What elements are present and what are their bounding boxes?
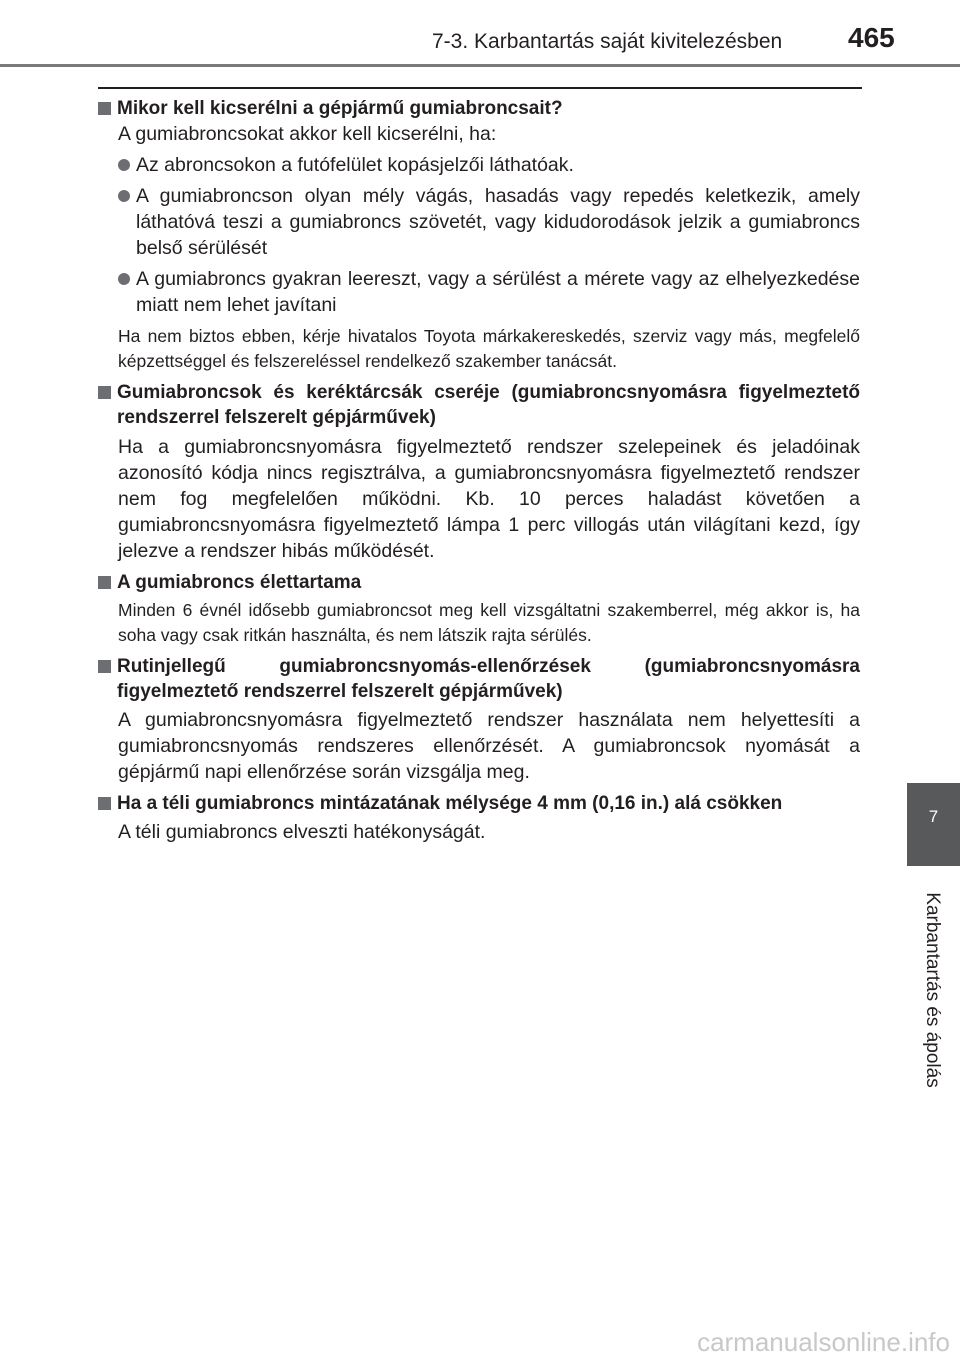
note-paragraph: Ha nem biztos ebben, kérje hivatalos Toyota márkakereskedés, szerviz vagy más, megfelelő képzettséggel és felszereléssel rendelkező szakember tanácsát.: [118, 326, 860, 371]
paragraph: A gumiabroncsnyomásra figyelmeztető rendszer használata nem helyettesíti a gumiabroncsnyomás rendszeres ellenőrzését. A gumiabroncsok nyomását a gépjármű napi ellenőrzése során vizsgálja meg.: [118, 709, 860, 783]
list-item: A gumiabroncson olyan mély vágás, hasadás vagy repedés keletkezik, amely láthatóvá teszi a gumiabroncs szövetét, vagy kidudorodások jelzik a gumiabroncs belső sérülését: [118, 183, 860, 261]
square-bullet-icon: [98, 797, 111, 810]
paragraph: A gumiabroncsokat akkor kell kicserélni, ha:: [118, 123, 497, 145]
square-bullet-icon: [98, 576, 111, 589]
section-heading: A gumiabroncs élettartama: [98, 570, 860, 595]
watermark: carmanualsonline.info: [697, 1327, 950, 1357]
content-divider: [98, 87, 862, 89]
paragraph: Minden 6 évnél idősebb gumiabroncsot meg kell vizsgáltatni szakemberrel, még akkor is, ha soha vagy csak ritkán használta, és nem látszik rajta sérülés.: [118, 600, 860, 645]
section-heading: Ha a téli gumiabroncs mintázatának mélysége 4 mm (0,16 in.) alá csökken: [98, 791, 860, 816]
circle-bullet-icon: [118, 190, 130, 202]
section-heading: Rutinjellegű gumiabroncsnyomás-ellenőrzések (gumiabroncsnyomásra figyelmeztető rendszerrel felszerelt gépjárművek): [98, 654, 860, 704]
circle-bullet-icon: [118, 159, 130, 171]
circle-bullet-icon: [118, 273, 130, 285]
section-tire-life: [98, 570, 860, 648]
page-number: 465: [848, 22, 895, 53]
square-bullet-icon: [98, 386, 111, 399]
chapter-tab: [907, 783, 960, 866]
section-routine-checks: [98, 654, 860, 785]
section-tire-replacement: [98, 96, 860, 374]
section-heading: Gumiabroncsok és keréktárcsák cseréje (gumiabroncsnyomásra figyelmeztető rendszerrel felszerelt gépjárművek): [98, 380, 860, 430]
page-content: [98, 96, 860, 845]
section-heading: Mikor kell kicserélni a gépjármű gumiabroncsait?: [98, 96, 860, 121]
section-wheel-replacement: [98, 380, 860, 564]
chapter-number: 7: [928, 807, 939, 826]
square-bullet-icon: [98, 102, 111, 115]
header-divider: [0, 64, 960, 67]
list-item: Az abroncsokon a futófelület kopásjelzői láthatóak.: [118, 152, 860, 178]
section-winter-tire-depth: [98, 791, 860, 845]
chapter-side-label: Karbantartás és ápolás: [922, 892, 943, 1088]
paragraph: A téli gumiabroncs elveszti hatékonyságát.: [118, 821, 486, 843]
paragraph: Ha a gumiabroncsnyomásra figyelmeztető rendszer szelepeinek és jeladóinak azonosító kódja nincs regisztrálva, a gumiabroncsnyomásra figyelmeztető rendszer nem fog megfelelően működni. Kb. 10 perces haladást követően a gumiabroncsnyomásra figyelmeztető lámpa 1 perc villogás után világítani kezd, így jelezve a rendszer hibás működését.: [118, 436, 860, 562]
list-item: A gumiabroncs gyakran leereszt, vagy a sérülést a mérete vagy az elhelyezkedése miatt nem lehet javítani: [118, 266, 860, 318]
square-bullet-icon: [98, 660, 111, 673]
chapter-title: 7-3. Karbantartás saját kivitelezésben: [432, 30, 783, 53]
